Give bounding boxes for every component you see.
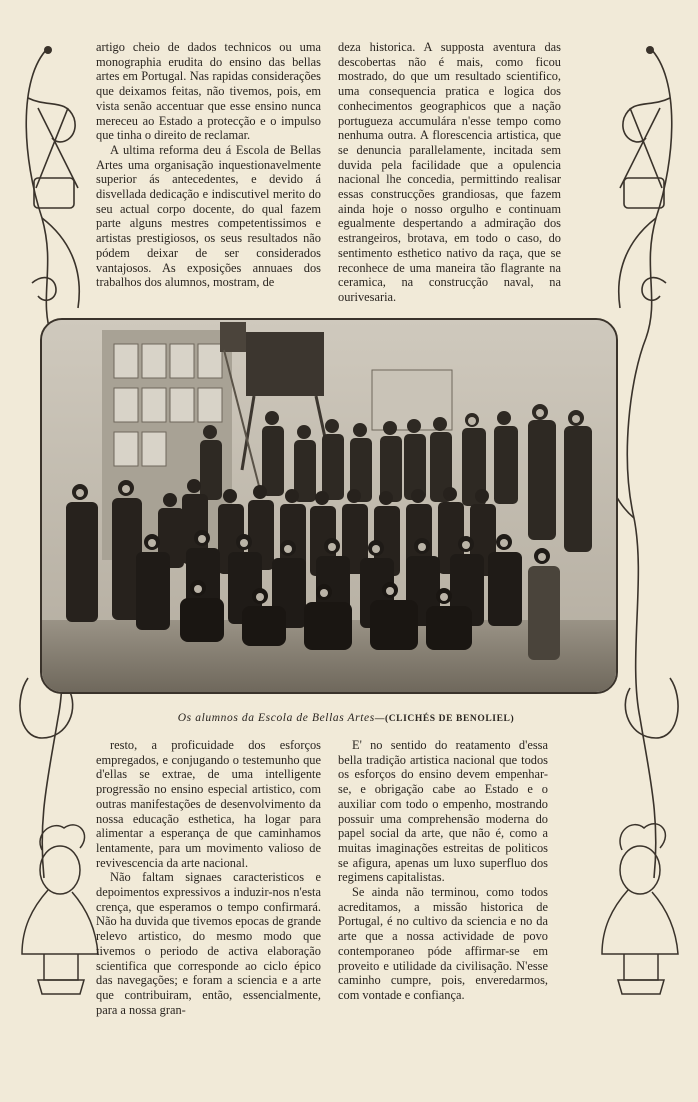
paragraph: Se ainda não terminou, como todos acreditamos, a missão historica de Portugal, é no cultivo da sciencia e no da arte que a nossa actividade de povo contemporaneo póde affirmar-se em proveito e utilidade da civilisação. N'esse caminho cumpre, pois, enveredarmos, com vontade e confiança.: [338, 885, 548, 1002]
article-column-bottom-left: [96, 738, 321, 1017]
paragraph: Não faltam signaes caracteristicos e depoimentos expressivos a induzir-nos n'esta crença, que esperamos o tempo confirmará. Não ha duvida que tivemos epocas de grande relevo artistico, do mesmo modo que tivemos o periodo de activa elaboração scientifica que corresponde ao ciclo épico das navegações; e foram a sciencia e a arte que contribuiram, então, essencialmente, para a nossa gran-: [96, 870, 321, 1017]
article-column-top-left: [96, 40, 321, 290]
caption-title: Os alumnos da Escola de Bellas Artes: [177, 712, 375, 724]
photo-illustration: [42, 320, 616, 692]
caption-credit: —(CLICHÉS DE BENOLIEL): [374, 714, 515, 724]
photo-caption: [96, 712, 596, 724]
article-column-top-right: [338, 40, 561, 305]
paragraph: A ultima reforma deu á Escola de Bellas Artes uma organisação inquestionavelmente superior ás antecedentes, e devido á disvellada dedicação e indiscutivel merito do seu actual corpo docente, do qual fazem parte alguns mestres competentissimos e artistas prestigiosos, os seus resultados não pódem deixar de ser considerados vantajosos. As exposições annuaes dos trabalhos dos alumnos, mostram, de: [96, 142, 321, 290]
paragraph: resto, a proficuidade dos esforços empregados, e conjugando o testemunho que d'ellas se extrae, de uma intelligente progressão no ensino especial artistico, com outras manifestações de desenvolvimento da nossa educação esthetica, ha logar para alimentar a esperança de que caminhamos lentamente, para um movimento valioso de revivescencia da arte nacional.: [96, 738, 321, 870]
article-column-bottom-right: [338, 738, 596, 1003]
paragraph: artigo cheio de dados technicos ou uma monographia erudita do ensino das bellas artes em Portugal. Nas rapidas considerações que deixamos feitas, não tivemos, pois, em vista senão accentuar que esse ensino nunca mereceu ao Estado a protecção e o impulso que tinha o direito de reclamar.: [96, 40, 321, 143]
paragraph: deza historica. A supposta aventura das descobertas não é mais, como ficou mostrado, do que um resultado scientifico, uma consequencia pratica e logica dos conhecimentos geographicos que a nação portugueza accumulára n'esse tempo como nenhuma outra. A florescencia artistica, que se denuncia parallelamente, incitada sem duvida pela facilidade que a opulencia nacional lhe concedia, permittindo realisar essas construcções grandiosas, que fazem ainda hoje o nosso orgulho e continuam egualmente despertando a admiração dos estrangeiros, brotava, em todo o caso, do sentimento esthetico nativo da raça, que se reconhece de uma maneira tão flagrante na ceramica, na construcção naval, na ourivesaria.: [338, 40, 561, 304]
group-photograph: [40, 318, 618, 694]
paragraph: E' no sentido do reatamento d'essa bella tradição artistica nacional que todos os esforços do ensino devem empenhar-se, e obrigação cabe ao Estado e o auxiliar com todo o empenho, mostrando possuir uma comprehensão moderna do papel social da arte, que não é, como a muitas imaginações estreitas de politicos se afigura, apenas um luxo superfluo dos regimens capitalistas.: [338, 738, 548, 885]
